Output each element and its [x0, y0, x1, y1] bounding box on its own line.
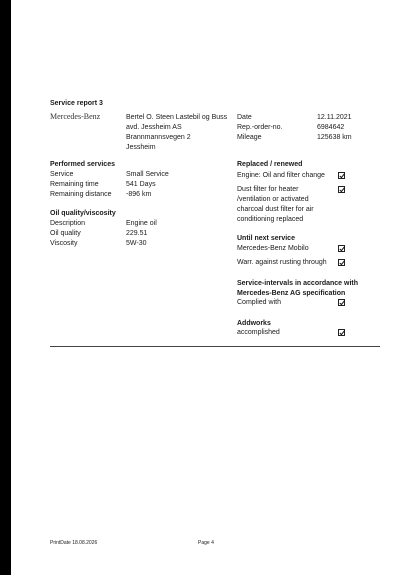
replaced-item: Engine: Oil and filter change: [237, 172, 325, 179]
row-label: Remaining distance: [50, 191, 112, 198]
row-value: 229.51: [126, 230, 148, 237]
row-value: 5W-30: [126, 240, 147, 247]
row-value: Small Service: [126, 171, 169, 178]
row-value: 541 Days: [126, 181, 156, 188]
check-icon: [338, 299, 345, 306]
until-next-item: Warr. against rusting through: [237, 259, 327, 266]
section-heading: Until next service: [237, 235, 295, 242]
check-icon: [338, 329, 345, 336]
replaced-item-line: conditioning replaced: [237, 216, 304, 223]
check-icon: [338, 172, 345, 179]
section-divider: [50, 346, 380, 347]
order-value: 6984642: [317, 124, 345, 131]
row-label: Viscosity: [50, 240, 78, 247]
until-next-item: Mercedes-Benz Mobilo: [237, 245, 309, 252]
row-label: Description: [50, 220, 86, 227]
section-heading-line: Service-intervals in accordance with: [237, 280, 358, 287]
dealer-line: Jessheim: [126, 144, 156, 151]
section-heading: Oil quality/viscosity: [50, 210, 116, 217]
order-label: Rep.-order-no.: [237, 124, 283, 131]
mileage-value: 125638 km: [317, 134, 352, 141]
dealer-line: Bertel O. Steen Lastebil og Buss: [126, 114, 228, 121]
row-value: -896 km: [126, 191, 152, 198]
print-date: PrintDate 18.08.2026: [50, 540, 98, 546]
check-icon: [338, 245, 345, 252]
check-icon: [338, 259, 345, 266]
section-heading-line: Mercedes-Benz AG specification: [237, 290, 346, 297]
page-number: Page 4: [198, 540, 214, 546]
addworks-item: accomplished: [237, 329, 280, 336]
report-title: Service report 3: [50, 100, 103, 107]
brand-logo-text: Mercedes-Benz: [50, 112, 101, 121]
date-value: 12.11.2021: [317, 114, 352, 121]
section-heading: Addworks: [237, 320, 271, 327]
intervals-item: Complied with: [237, 299, 281, 306]
mileage-label: Mileage: [237, 134, 262, 141]
date-label: Date: [237, 114, 252, 121]
row-label: Oil quality: [50, 230, 81, 237]
replaced-item-line: charcoal dust filter for air: [237, 206, 314, 213]
dealer-line: Brannmannsvegen 2: [126, 134, 191, 141]
report-page: [11, 0, 406, 575]
check-icon: [338, 186, 345, 193]
row-label: Service: [50, 171, 74, 178]
section-heading: Replaced / renewed: [237, 161, 303, 168]
dealer-line: avd. Jessheim AS: [126, 124, 182, 131]
row-label: Remaining time: [50, 181, 99, 188]
section-heading: Performed services: [50, 161, 115, 168]
row-value: Engine oil: [126, 220, 157, 227]
replaced-item-line: Dust filter for heater: [237, 186, 299, 193]
replaced-item-line: /ventilation or activated: [237, 196, 309, 203]
